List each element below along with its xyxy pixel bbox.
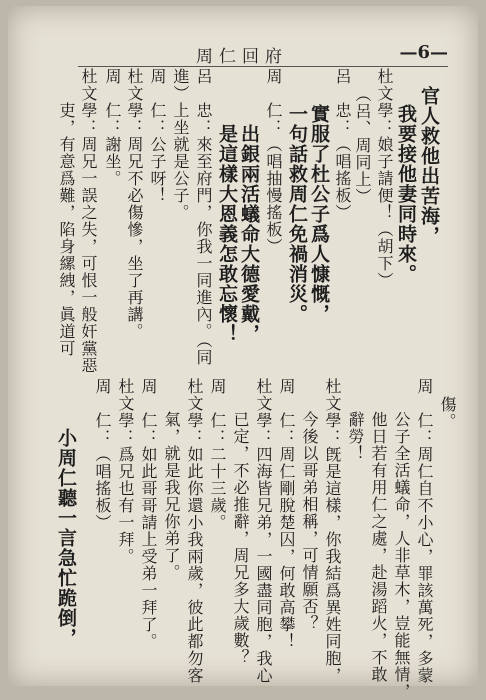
text-column: 傷。 xyxy=(438,396,457,430)
text-column: 出銀兩活蟻命大德愛戴， xyxy=(238,124,260,344)
text-column: 今後以哥弟相稱，可情願否？ xyxy=(300,411,319,632)
text-column: 周 仁：二十三歲。 xyxy=(208,378,227,531)
text-column: 他日若有用仁之處，赴湯蹈火，不敢 xyxy=(369,411,388,683)
text-column: 呂 忠：來至府門，你我一同進內。（同 xyxy=(194,68,213,366)
text-column: 杜文學：周兄一誤之失，可恨一般奸黨惡 xyxy=(79,68,98,374)
text-column: 杜文學：娘子請便！（胡下） xyxy=(375,68,394,289)
text-column: 杜文學：周兄不必傷慘，坐了再講。 xyxy=(125,68,144,340)
text-column: 杜文學：四海皆兄弟，一國盡同胞，我心 xyxy=(254,378,273,684)
text-column: 周 仁：周仁自不小心，罪該萬死，多蒙 xyxy=(415,378,434,684)
running-header xyxy=(78,40,448,67)
text-column: 周 仁：公子呀！ xyxy=(148,68,167,204)
text-column: 周 仁：周仁剛脫楚囚，何敢高攀！ xyxy=(277,378,296,650)
header-title: 周仁回府 xyxy=(196,47,288,67)
text-column: 杜文學：如此你還小我兩歲，彼此都勿客 xyxy=(185,378,204,684)
text-column: 周 仁：如此哥哥請上受弟一拜了。 xyxy=(139,378,158,650)
text-column: 小周仁聽一言急忙跪倒， xyxy=(55,428,77,648)
book-page xyxy=(8,6,478,700)
text-column: 已定，不必推辭，周兄多大歲數？ xyxy=(231,411,250,666)
text-column: 周 仁：（唱抽慢搖板） xyxy=(264,68,283,255)
text-column: 實服了杜公子爲人慷慨， xyxy=(308,104,330,324)
text-column: 呂 忠：（唱搖板） xyxy=(333,68,352,221)
text-column: 周 仁：（唱搖板） xyxy=(93,378,112,531)
text-column: 是這樣大恩義怎敢忘懷！ xyxy=(216,124,238,344)
text-column: 氣，就是我兄你弟了。 xyxy=(162,411,181,581)
text-column: 一句話救周仁免禍消災。 xyxy=(286,104,308,324)
text-column: 公子全活蟻命，人非草木，豈能無情， xyxy=(392,411,411,700)
text-column: 辭勞！ xyxy=(346,411,365,462)
text-column: 杜文學：旣是這樣，你我結爲異姓同胞， xyxy=(323,378,342,684)
text-column: 我要接他妻同時來。 xyxy=(395,104,417,284)
text-column: 官人救他出苦海， xyxy=(418,86,440,246)
text-column: （呂、周同上） xyxy=(353,86,372,205)
page-number: —6— xyxy=(399,42,448,63)
text-column: 進）上坐就是公子。 xyxy=(171,68,190,221)
text-column: 杜文學：爲兄也有一拜。 xyxy=(116,378,135,565)
text-column: 吏，有意爲難，陷身縲絏，眞道可 xyxy=(57,102,76,357)
text-column: 周 仁：謝坐。 xyxy=(103,68,122,187)
